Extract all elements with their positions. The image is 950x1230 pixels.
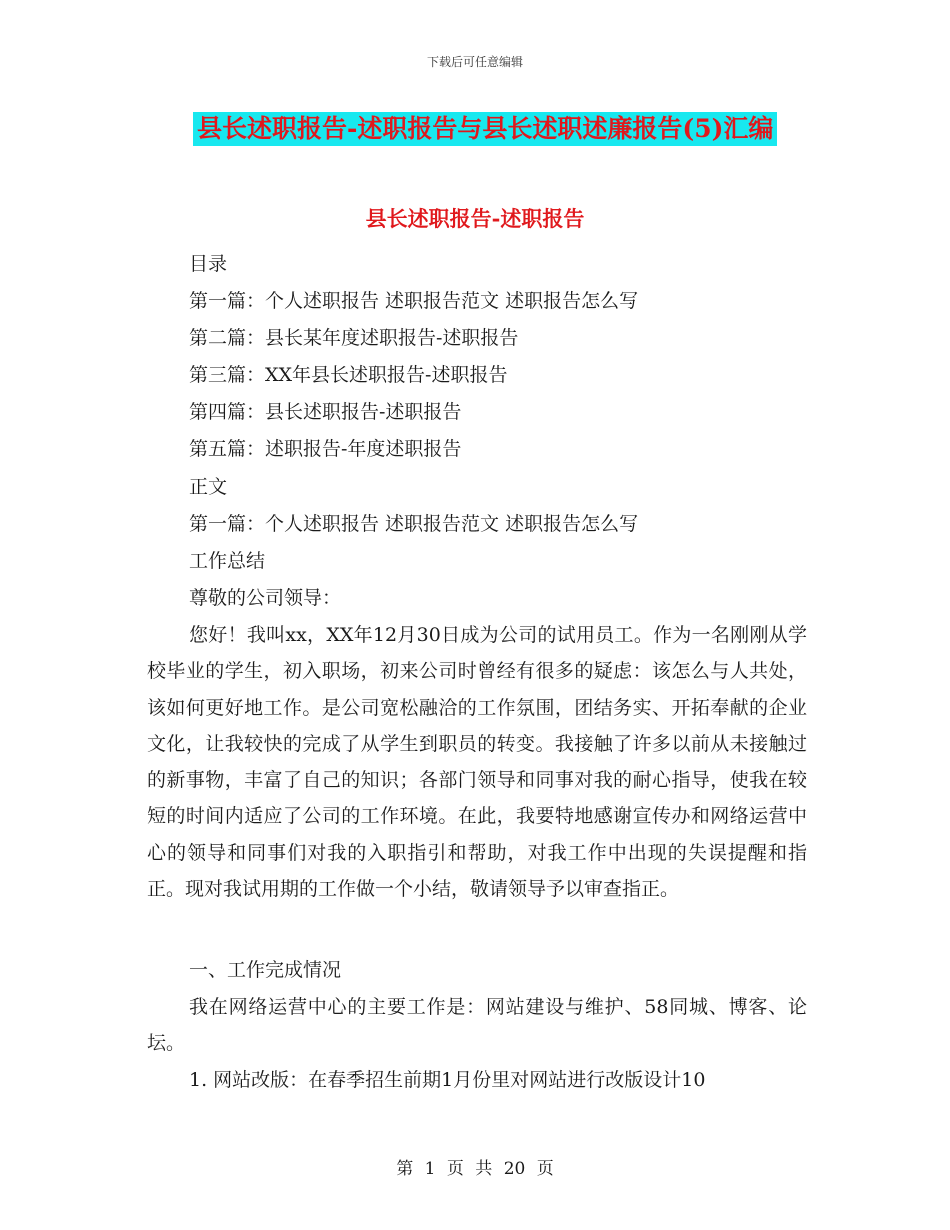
chapter-title: 第一篇：个人述职报告 述职报告范文 述职报告怎么写 — [189, 513, 639, 535]
toc-item-3: 第三篇：XX年县长述职报告-述职报告 — [189, 364, 508, 386]
toc-heading: 目录 — [189, 253, 228, 275]
main-title: 县长述职报告-述职报告与县长述职述廉报告(5)汇编 — [193, 112, 777, 146]
toc-item-1: 第一篇：个人述职报告 述职报告范文 述职报告怎么写 — [189, 290, 639, 312]
paragraph-work-scope: 我在网络运营中心的主要工作是：网站建设与维护、58同城、博客、论坛。 — [147, 996, 807, 1055]
salutation: 尊敬的公司领导： — [189, 587, 342, 609]
list-item-1: 1. 网站改版：在春季招生前期1月份里对网站进行改版设计10 — [189, 1069, 706, 1091]
toc-item-4: 第四篇：县长述职报告-述职报告 — [189, 401, 462, 423]
body-heading: 正文 — [189, 476, 228, 498]
page-footer: 第 1 页 共 20 页 — [396, 1159, 554, 1179]
toc-item-2: 第二篇：县长某年度述职报告-述职报告 — [189, 327, 519, 349]
paragraph-intro: 您好！我叫xx，XX年12月30日成为公司的试用员工。作为一名刚刚从学校毕业的学生，初入职场，初来公司时曾经有很多的疑虑：该怎么与人共处，该如何更好地工作。是公司宽松融洽的工作氛围，团结务实、开拓奉献的企业文化，让我较快的完成了从学生到职员的转变。我接触了许多以前从未接触过的新事物，丰富了自己的知识；各部门领导和同事对我的耐心指导，使我在较短的时间内适应了公司的工作环境。在此，我要特地感谢宣传办和网络运营中心的领导和同事们对我的入职指引和帮助，对我工作中出现的失误提醒和指正。现对我试用期的工作做一个小结，敬请领导予以审查指正。 — [147, 624, 807, 901]
toc-item-5: 第五篇：述职报告-年度述职报告 — [189, 438, 462, 460]
section-label: 工作总结 — [189, 550, 266, 572]
section-1-heading: 一、工作完成情况 — [189, 959, 342, 981]
header-note: 下载后可任意编辑 — [426, 55, 523, 69]
sub-title: 县长述职报告-述职报告 — [365, 206, 585, 231]
